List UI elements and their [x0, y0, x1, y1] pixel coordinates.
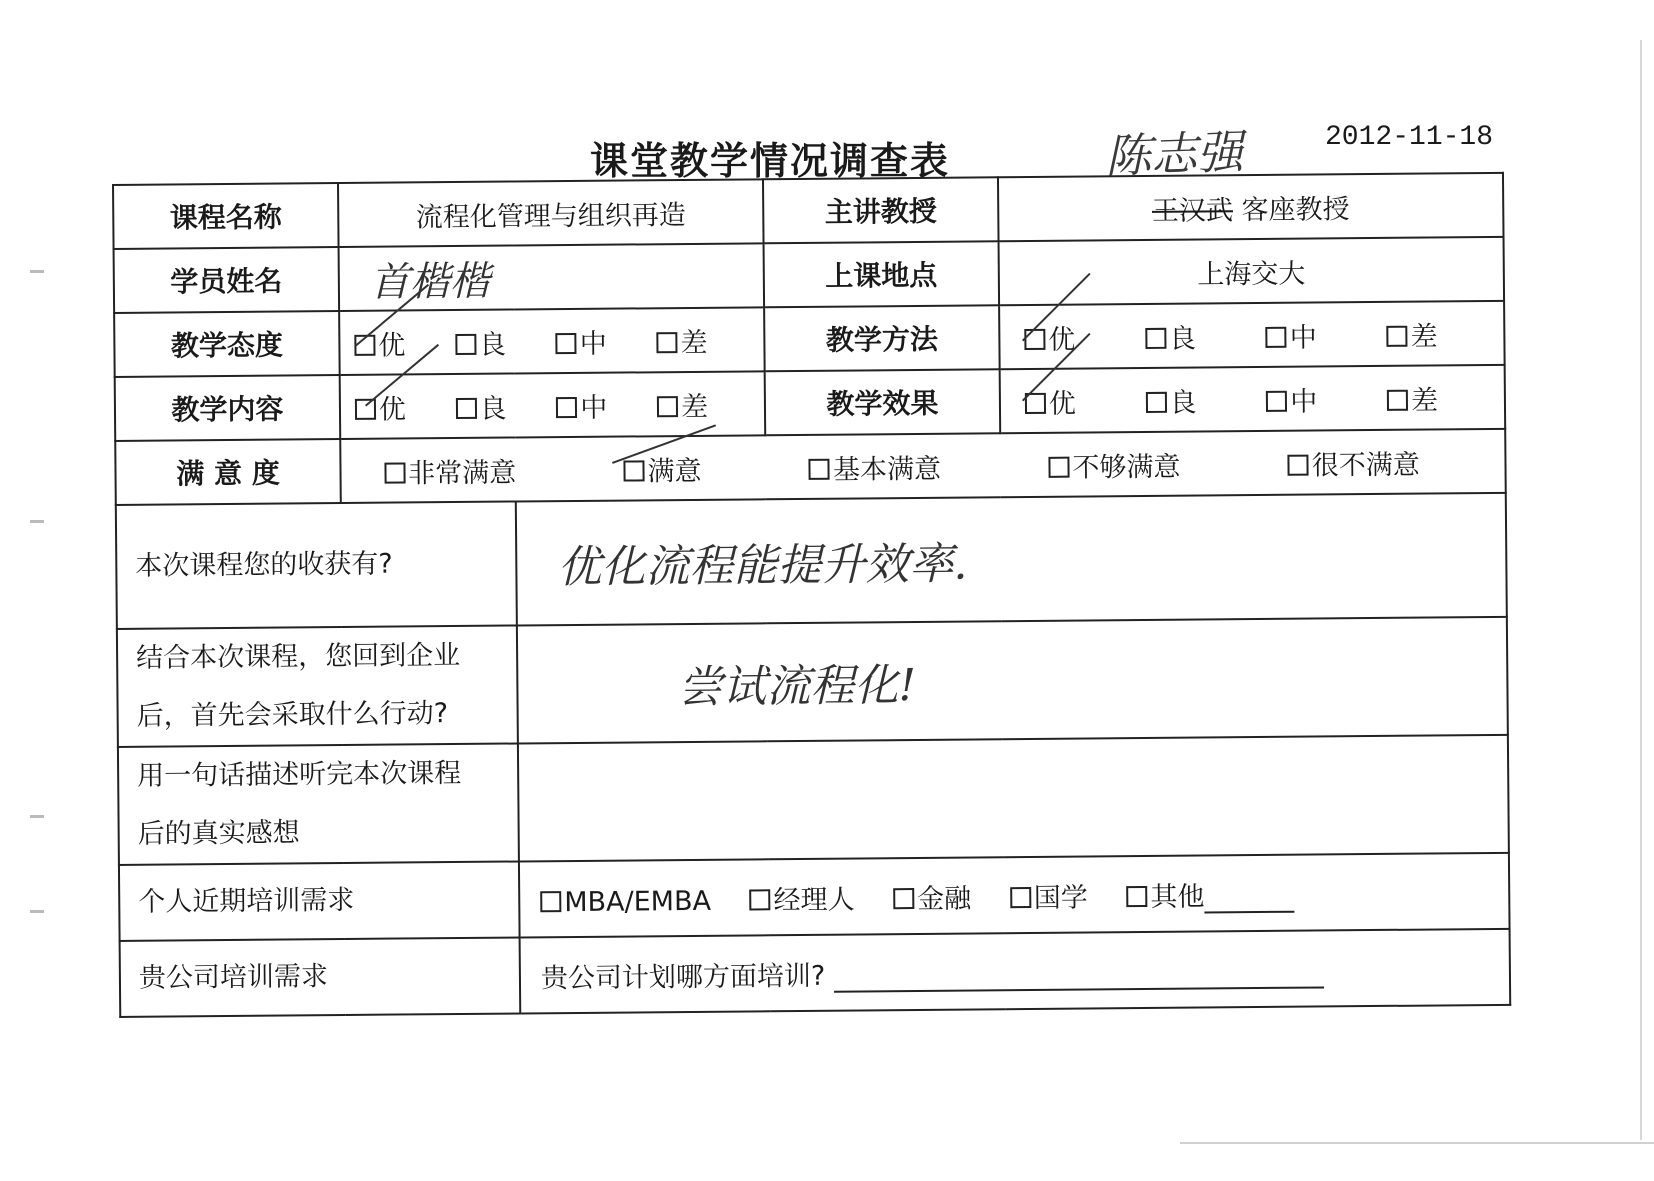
satisfaction-option-very-unsatisfied[interactable] [1288, 442, 1420, 482]
content-option-poor[interactable] [657, 384, 708, 423]
option-label: 其他 [1150, 880, 1205, 913]
checkbox-icon [656, 332, 677, 353]
course-name-value[interactable]: 流程化管理与组织再造 [338, 179, 764, 247]
checkbox-icon [455, 333, 476, 354]
instructor-cell[interactable] [998, 173, 1504, 241]
instructor-struck-name: 王汉武 [1151, 194, 1234, 227]
row-personal-training [119, 853, 1510, 941]
company-training-blank-line[interactable] [834, 986, 1324, 992]
checkbox-icon [809, 458, 830, 479]
location-label: 上课地点 [764, 241, 1000, 307]
method-option-poor[interactable] [1386, 314, 1437, 353]
option-label: 中 [579, 328, 607, 360]
training-option-finance[interactable] [893, 876, 971, 916]
checkbox-icon [1288, 454, 1309, 475]
training-option-guoxue[interactable] [1010, 875, 1088, 915]
checkbox-icon [1126, 885, 1147, 906]
feeling-answer[interactable] [518, 735, 1509, 862]
attitude-option-poor[interactable] [656, 320, 707, 359]
option-label: 经理人 [773, 884, 855, 916]
teaching-effect-label: 教学效果 [765, 369, 1001, 435]
paper-edge-right [1640, 40, 1642, 1140]
option-label: 良 [478, 329, 507, 361]
action-question-line2: 后，首先会采取什么行动? [136, 698, 449, 732]
checkbox-icon [750, 889, 771, 910]
effect-option-good[interactable] [1145, 380, 1196, 419]
row-company-training [120, 929, 1511, 1017]
checkbox-icon [1048, 456, 1069, 477]
option-label: MBA/EMBA [564, 885, 712, 918]
option-label: 差 [1410, 320, 1438, 353]
teaching-effect-options [1000, 365, 1506, 433]
form-title: 课堂教学情况调查表 [590, 139, 951, 183]
checkbox-icon [1024, 328, 1045, 349]
option-label: 中 [580, 392, 608, 424]
content-option-good[interactable] [455, 386, 506, 425]
option-label: 中 [1290, 385, 1318, 418]
survey-table [112, 172, 1511, 1018]
checkbox-icon [456, 397, 477, 418]
survey-form [112, 172, 1510, 1064]
option-label: 优 [378, 393, 406, 426]
teaching-method-label: 教学方法 [764, 305, 1000, 371]
teaching-content-label: 教学内容 [115, 375, 341, 441]
method-option-good[interactable] [1145, 316, 1196, 355]
feeling-question [118, 743, 519, 864]
gain-question: 本次课程您的收获有? [116, 501, 517, 628]
checkbox-icon [657, 396, 678, 417]
method-option-excellent[interactable] [1024, 317, 1075, 356]
personal-training-options [519, 853, 1510, 938]
training-option-manager[interactable] [749, 877, 854, 917]
training-option-mba[interactable] [540, 885, 711, 917]
feeling-question-line1: 用一句话描述听完本次课程 [137, 757, 462, 792]
satisfaction-option-very-satisfied[interactable] [384, 450, 516, 490]
gain-answer[interactable]: 优化流程能提升效率. [516, 493, 1507, 626]
instructor-label: 主讲教授 [763, 177, 999, 243]
checkbox-icon [1010, 887, 1031, 908]
personal-training-label: 个人近期培训需求 [119, 861, 520, 940]
checkbox-icon [556, 396, 577, 417]
option-label: 良 [479, 393, 507, 425]
checkbox-icon [1386, 325, 1407, 346]
option-label: 金融 [917, 883, 972, 915]
row-course [113, 173, 1504, 249]
paper-edge-bottom [1180, 1142, 1654, 1144]
checkbox-icon [1145, 327, 1166, 348]
form-date: 2012-11-18 [1325, 122, 1494, 153]
scan-artifact [30, 815, 44, 818]
checkbox-icon [384, 462, 405, 483]
checkbox-icon [355, 398, 376, 419]
row-gain [116, 493, 1507, 629]
handwritten-signature: 陈志强 [1104, 124, 1245, 184]
checkbox-icon [1145, 391, 1166, 412]
option-label: 中 [1289, 321, 1317, 354]
checkbox-icon [1387, 389, 1408, 410]
option-label: 基本满意 [832, 453, 942, 486]
training-option-other[interactable] [1126, 873, 1294, 913]
satisfaction-options [340, 429, 1506, 503]
option-label: 良 [1168, 323, 1197, 355]
satisfaction-option-basically-satisfied[interactable] [809, 446, 941, 486]
method-option-average[interactable] [1266, 315, 1317, 354]
location-value[interactable]: 上海交大 [999, 237, 1505, 305]
attitude-option-excellent[interactable] [354, 323, 405, 362]
option-label: 差 [1410, 384, 1439, 417]
checkbox-icon [893, 888, 914, 909]
checkbox-icon [540, 891, 561, 912]
option-label: 差 [680, 391, 709, 423]
satisfaction-option-not-satisfied[interactable] [1048, 444, 1180, 484]
scan-artifact [30, 270, 44, 273]
checkbox-icon [1266, 390, 1287, 411]
option-label: 优 [1048, 388, 1076, 420]
company-training-label: 贵公司培训需求 [120, 937, 521, 1016]
teaching-attitude-label: 教学态度 [114, 311, 340, 377]
other-blank-line[interactable] [1204, 910, 1294, 913]
instructor-title: 客座教授 [1241, 193, 1350, 226]
action-question-line1: 结合本次课程，您回到企业 [136, 639, 461, 674]
company-training-prompt: 贵公司计划哪方面培训? [540, 960, 826, 994]
checkbox-icon [1266, 326, 1287, 347]
checkbox-icon [624, 460, 645, 481]
row-feeling [118, 735, 1509, 865]
student-name-label: 学员姓名 [114, 247, 340, 313]
row-satisfaction [115, 429, 1506, 505]
option-label: 很不满意 [1311, 449, 1420, 482]
course-name-label: 课程名称 [113, 183, 339, 249]
action-answer[interactable]: 尝试流程化! [517, 617, 1508, 744]
option-label: 差 [680, 327, 708, 359]
student-name-value[interactable]: 首楷楷 [339, 243, 765, 311]
effect-option-excellent[interactable] [1025, 381, 1076, 420]
option-label: 优 [1048, 324, 1076, 356]
satisfaction-label: 满 意 度 [115, 439, 341, 505]
row-attitude-method [114, 301, 1505, 377]
option-label: 不够满意 [1072, 451, 1181, 484]
content-option-average[interactable] [556, 385, 607, 424]
teaching-attitude-options [339, 307, 765, 375]
option-label: 良 [1169, 387, 1197, 419]
checkbox-icon [556, 332, 577, 353]
row-content-effect [115, 365, 1506, 441]
option-label: 优 [378, 329, 406, 362]
row-student [114, 237, 1505, 313]
scan-artifact [30, 910, 44, 913]
attitude-option-average[interactable] [556, 321, 607, 360]
company-training-cell [520, 929, 1511, 1014]
teaching-method-options [999, 301, 1505, 369]
attitude-option-good[interactable] [455, 322, 506, 361]
effect-option-poor[interactable] [1387, 378, 1438, 417]
effect-option-average[interactable] [1266, 379, 1317, 418]
option-label: 非常满意 [408, 456, 517, 489]
option-label: 国学 [1033, 882, 1088, 914]
scan-artifact [30, 520, 44, 523]
feeling-question-line2: 后的真实感想 [137, 817, 300, 850]
option-label: 满意 [647, 455, 702, 487]
row-action [117, 617, 1508, 747]
action-question [117, 625, 518, 746]
